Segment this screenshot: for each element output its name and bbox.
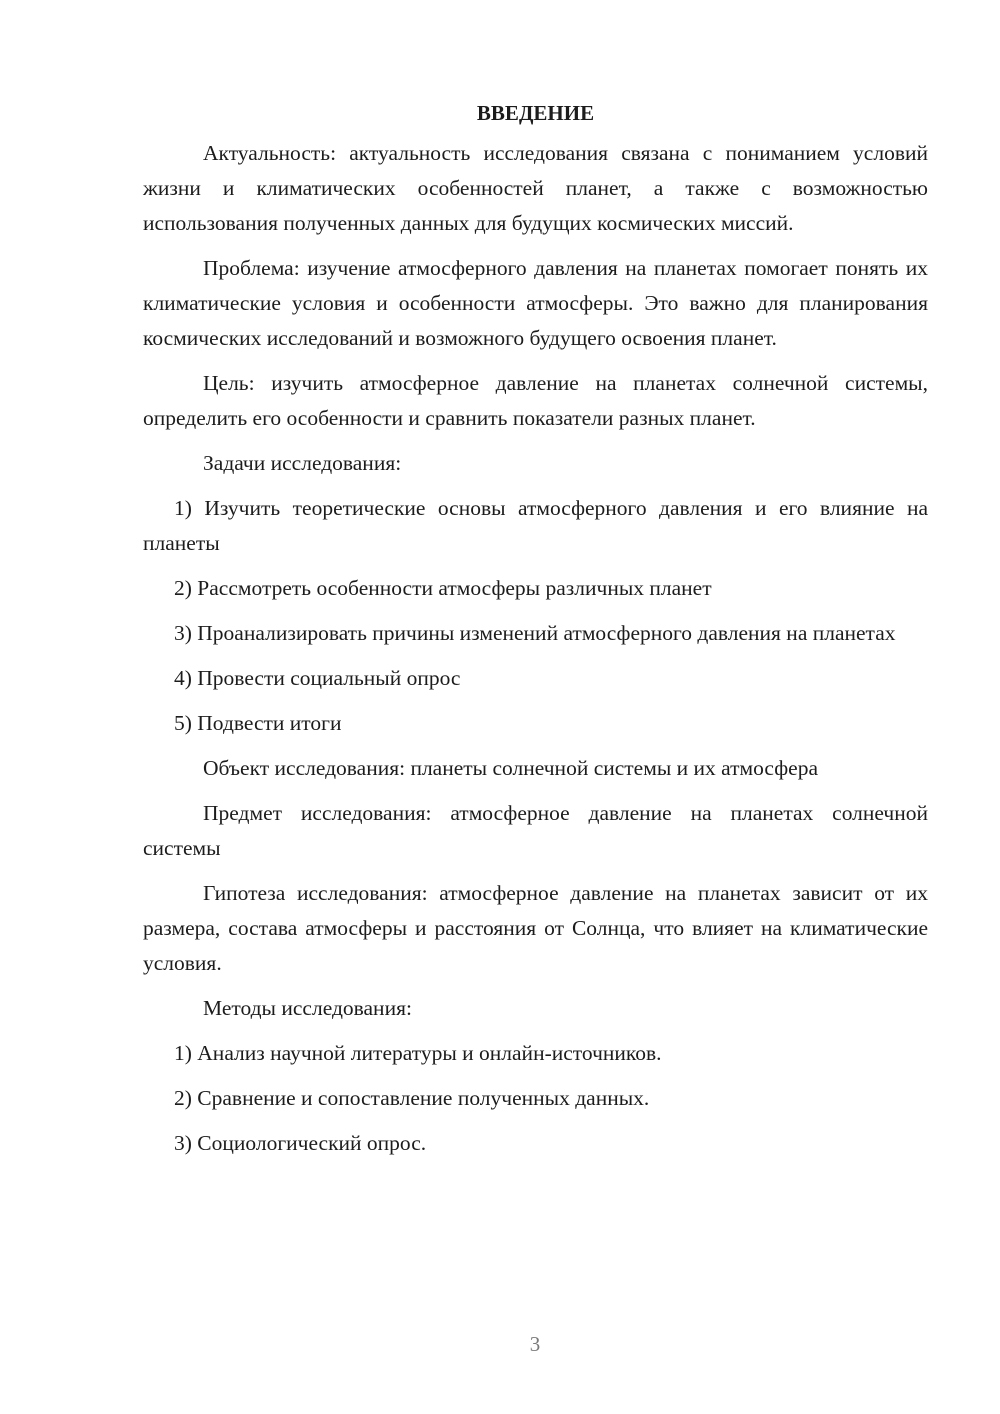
document-page bbox=[143, 96, 928, 1171]
method-item: 2) Сравнение и сопоставление полученных данных. bbox=[174, 1086, 650, 1110]
subject-paragraph: Предмет исследования: атмосферное давление на планетах солнечной системы bbox=[143, 801, 928, 860]
relevance-paragraph: Актуальность: актуальность исследования связана с пониманием условий жизни и климатических особенностей планет, а также с возможностью использования полученных данных для будущих космических миссий. bbox=[143, 141, 928, 235]
object-paragraph: Объект исследования: планеты солнечной системы и их атмосфера bbox=[203, 756, 819, 780]
task-item: 5) Подвести итоги bbox=[174, 711, 342, 735]
task-item: 3) Проанализировать причины изменений атмосферного давления на планетах bbox=[174, 621, 896, 645]
tasks-heading: Задачи исследования: bbox=[203, 451, 402, 475]
hypothesis-paragraph: Гипотеза исследования: атмосферное давление на планетах зависит от их размера, состава атмосферы и расстояния от Солнца, что влияет на климатические условия. bbox=[143, 881, 928, 975]
goal-paragraph: Цель: изучить атмосферное давление на планетах солнечной системы, определить его особенности и сравнить показатели разных планет. bbox=[143, 371, 928, 430]
method-item: 3) Социологический опрос. bbox=[174, 1131, 427, 1155]
method-item: 1) Анализ научной литературы и онлайн-источников. bbox=[174, 1041, 662, 1065]
task-item: 4) Провести социальный опрос bbox=[174, 666, 461, 690]
methods-heading: Методы исследования: bbox=[203, 996, 412, 1020]
task-item: 2) Рассмотреть особенности атмосферы различных планет bbox=[174, 576, 712, 600]
problem-paragraph: Проблема: изучение атмосферного давления на планетах помогает понять их климатические условия и особенности атмосферы. Это важно для планирования космических исследований и возможного будущего освоения планет. bbox=[143, 256, 928, 350]
page-title: ВВЕДЕНИЕ bbox=[476, 101, 595, 125]
page-number: 3 bbox=[529, 1332, 541, 1356]
task-item: 1) Изучить теоретические основы атмосферного давления и его влияние на планеты bbox=[143, 496, 928, 555]
